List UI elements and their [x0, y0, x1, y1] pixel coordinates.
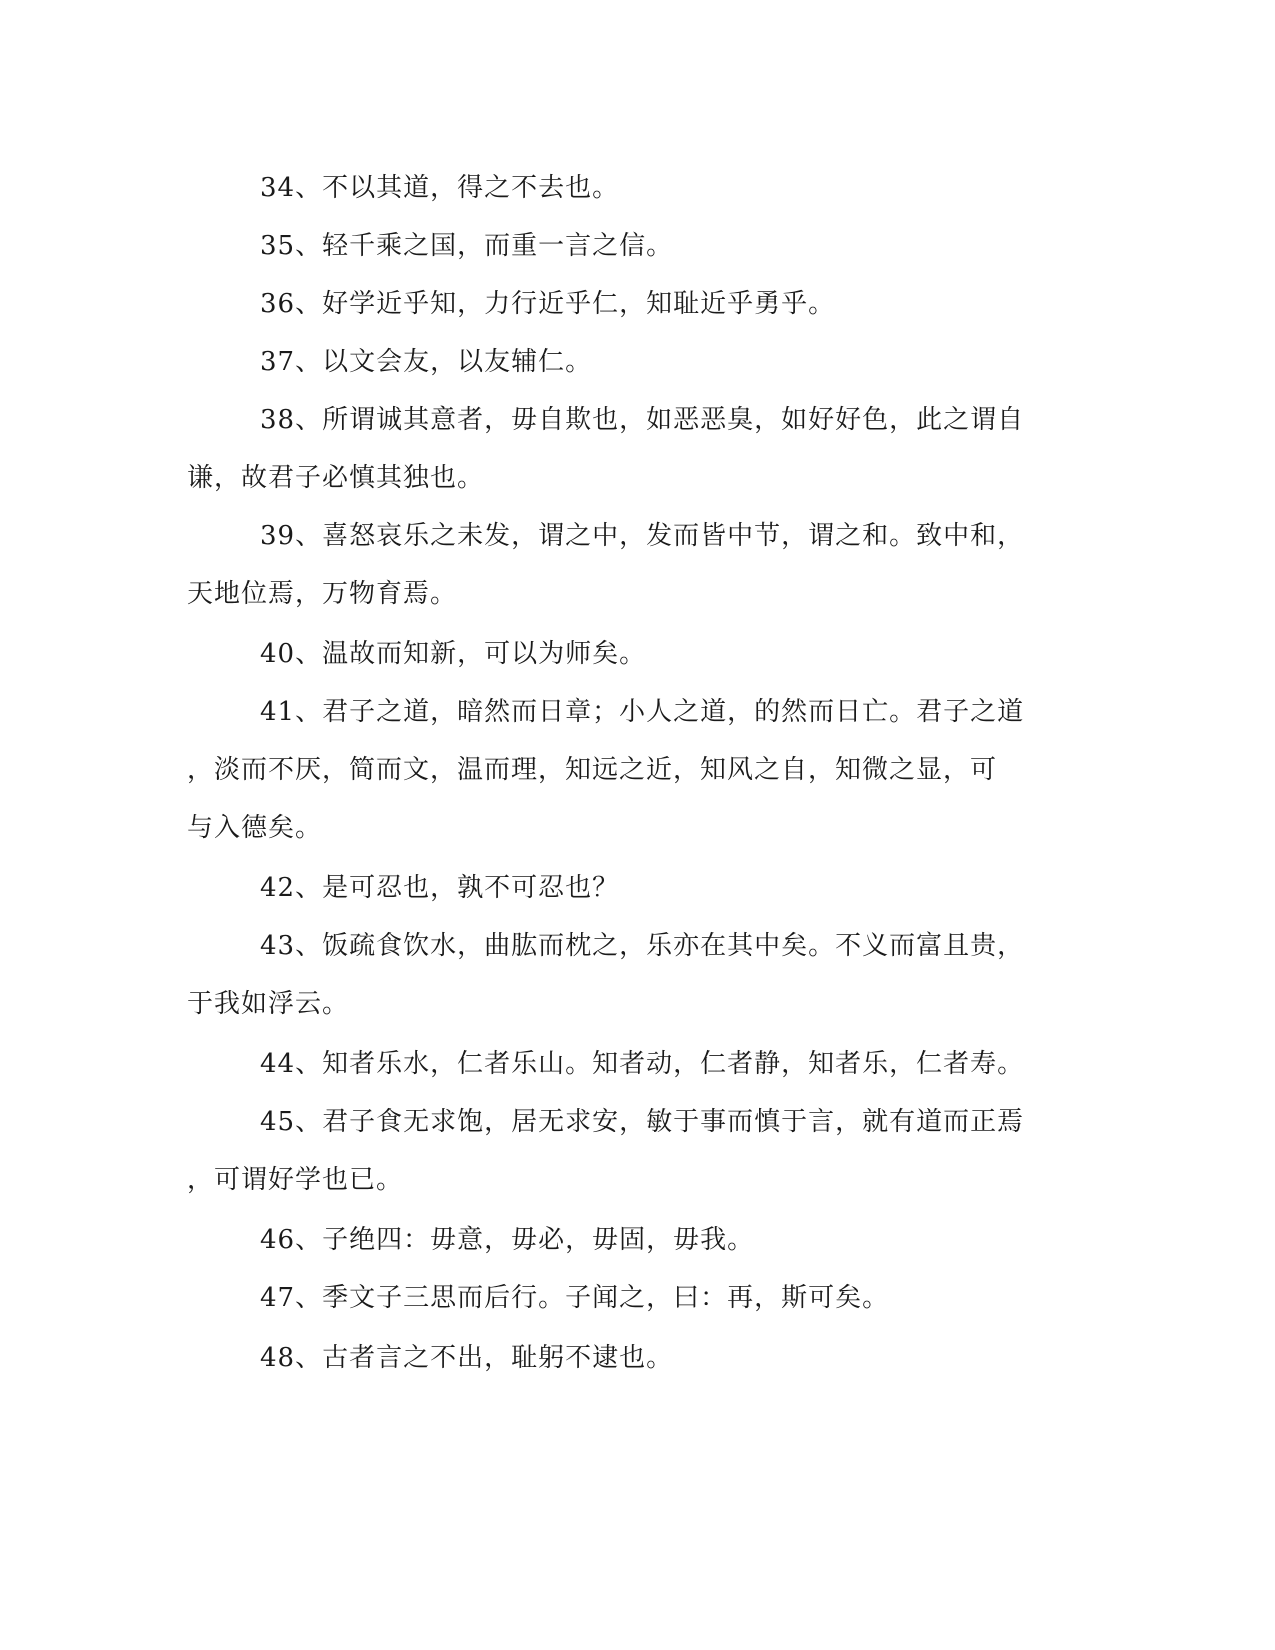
quote-47: 47、季文子三思而后行。子闻之，曰：再，斯可矣。 — [260, 1283, 890, 1313]
quote-39: 39、喜怒哀乐之未发，谓之中，发而皆中节，谓之和。致中和， — [260, 521, 1025, 551]
quote-34: 34、不以其道，得之不去也。 — [260, 173, 620, 203]
quote-44: 44、知者乐水，仁者乐山。知者动，仁者静，知者乐，仁者寿。 — [260, 1049, 1025, 1079]
quote-45: 45、君子食无求饱，居无求安，敏于事而慎于言，就有道而正焉 — [260, 1107, 1025, 1137]
quote-41-continued: ，淡而不厌，简而文，温而理，知远之近，知风之自，知微之显，可 — [187, 755, 998, 785]
quote-43: 43、饭疏食饮水，曲肱而枕之，乐亦在其中矣。不义而富且贵， — [260, 931, 1025, 961]
quote-46: 46、子绝四：毋意，毋必，毋固，毋我。 — [260, 1225, 755, 1255]
quote-35: 35、轻千乘之国，而重一言之信。 — [260, 231, 674, 261]
quote-38-continued: 谦，故君子必慎其独也。 — [187, 463, 485, 493]
quote-43-continued: 于我如浮云。 — [187, 989, 350, 1019]
quote-48: 48、古者言之不出，耻躬不逮也。 — [260, 1343, 674, 1373]
quote-36: 36、好学近乎知，力行近乎仁，知耻近乎勇乎。 — [260, 289, 836, 319]
quote-37: 37、以文会友，以友辅仁。 — [260, 347, 593, 377]
quote-41: 41、君子之道，暗然而日章；小人之道，的然而日亡。君子之道 — [260, 697, 1025, 727]
quote-45-continued: ，可谓好学也已。 — [187, 1165, 404, 1195]
quote-42: 42、是可忍也，孰不可忍也？ — [260, 873, 620, 903]
quote-39-continued: 天地位焉，万物育焉。 — [187, 579, 458, 609]
quote-38: 38、所谓诚其意者，毋自欺也，如恶恶臭，如好好色，此之谓自 — [260, 405, 1025, 435]
quote-40: 40、温故而知新，可以为师矣。 — [260, 639, 647, 669]
quote-41-continued-2: 与入德矣。 — [187, 813, 323, 843]
